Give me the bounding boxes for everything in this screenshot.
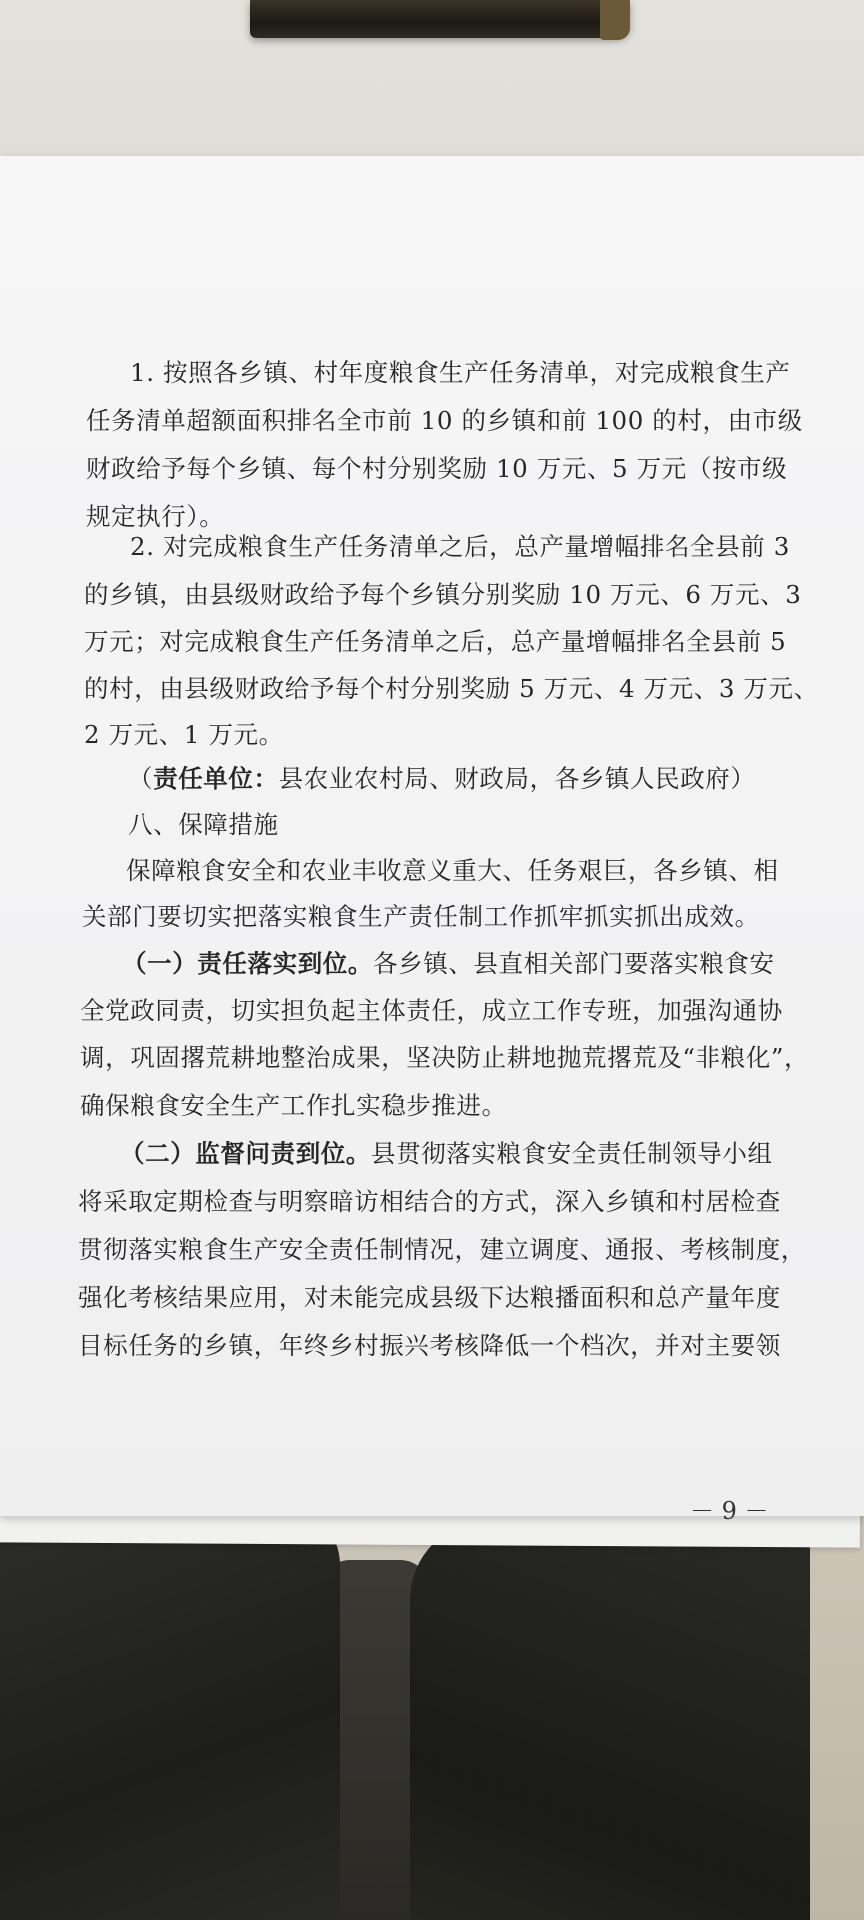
page-number: － 9 －: [690, 1497, 769, 1525]
text-line: 保障粮食安全和农业丰收意义重大、任务艰巨，各乡镇、相: [126, 856, 779, 885]
responsibility-label: 责任单位：: [153, 764, 279, 793]
text-line: 目标任务的乡镇，年终乡村振兴考核降低一个档次，并对主要领: [78, 1331, 781, 1360]
document-page: [0, 156, 864, 1525]
text-line: 万元；对完成粮食生产任务清单之后，总产量增幅排名全县前 5: [84, 627, 787, 656]
paragraph-text: 县贯彻落实粮食安全责任制领导小组: [371, 1139, 773, 1168]
text-line: 1. 按照各乡镇、村年度粮食生产任务清单，对完成粮食生产: [130, 358, 791, 387]
text-line: 2 万元、1 万元。: [84, 720, 284, 749]
text-line: 强化考核结果应用，对未能完成县级下达粮播面积和总产量年度: [78, 1283, 781, 1312]
text-line: 调，巩固撂荒耕地整治成果，坚决防止耕地抛荒撂荒及“非粮化”，: [80, 1043, 810, 1072]
paragraph-heading: （一）责任落实到位。: [122, 949, 373, 978]
text-line: 确保粮食安全生产工作扎实稳步推进。: [80, 1091, 507, 1120]
text-line: 规定执行）。: [86, 502, 225, 531]
pen-tip: [600, 0, 630, 40]
responsibility-text: 县农业农村局、财政局，各乡镇人民政府）: [278, 764, 756, 793]
responsibility-open: （: [128, 764, 154, 793]
text-line: 财政给予每个乡镇、每个村分别奖励 10 万元、5 万元（按市级: [86, 454, 788, 483]
section-heading: 八、保障措施: [128, 810, 279, 839]
text-line: 的村，由县级财政给予每个村分别奖励 5 万元、4 万元、3 万元、: [84, 674, 819, 703]
pen-object: [250, 0, 630, 38]
text-line: 将采取定期检查与明察暗访相结合的方式，深入乡镇和村居检查: [78, 1187, 781, 1216]
text-line: 全党政同责，切实担负起主体责任，成立工作专班，加强沟通协: [80, 996, 783, 1025]
text-line: 关部门要切实把落实粮食生产责任制工作抓牢抓实抓出成效。: [82, 902, 760, 931]
paragraph-heading: （二）监督问责到位。: [120, 1139, 371, 1168]
paragraph-first-line: [122, 945, 775, 980]
paragraph-first-line: [120, 1135, 773, 1170]
paragraph-text: 各乡镇、县直相关部门要落实粮食安: [373, 949, 775, 978]
responsibility-line: [128, 760, 756, 795]
text-line: 2. 对完成粮食生产任务清单之后，总产量增幅排名全县前 3: [130, 532, 790, 561]
leg-left: [0, 1505, 340, 1920]
text-line: 任务清单超额面积排名全市前 10 的乡镇和前 100 的村，由市级: [86, 406, 803, 435]
text-line: 贯彻落实粮食生产安全责任制情况，建立调度、通报、考核制度，: [78, 1235, 806, 1264]
text-line: 的乡镇，由县级财政给予每个乡镇分别奖励 10 万元、6 万元、3: [84, 580, 802, 609]
leg-right: [410, 1520, 810, 1920]
